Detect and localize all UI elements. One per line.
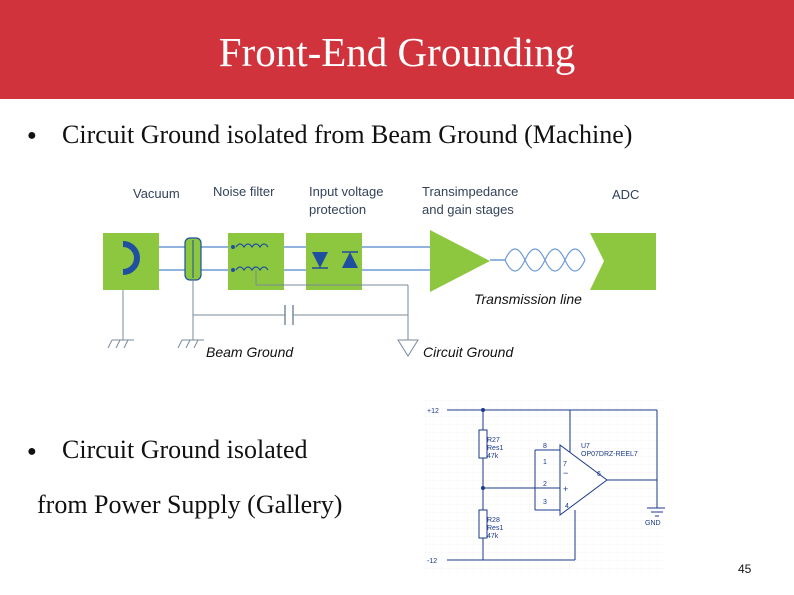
bullet-dot-2: ●	[27, 443, 37, 460]
pos-rail-label: +12	[427, 408, 439, 415]
resistor-r28-icon	[479, 510, 487, 538]
adc-block	[590, 233, 656, 290]
svg-text:+: +	[563, 484, 569, 494]
label-input-protection-1: Input voltage	[309, 184, 384, 199]
label-beam-ground: Beam Ground	[206, 344, 294, 360]
svg-text:−: −	[563, 468, 569, 478]
svg-text:3: 3	[543, 499, 547, 506]
svg-text:1: 1	[543, 459, 547, 466]
bullet-2-continuation: from Power Supply (Gallery)	[37, 490, 343, 519]
svg-text:2: 2	[543, 481, 547, 488]
svg-text:Res1: Res1	[487, 525, 504, 532]
label-vacuum: Vacuum	[133, 186, 180, 201]
svg-text:R28: R28	[487, 517, 500, 524]
page-number: 45	[738, 562, 752, 576]
label-adc: ADC	[612, 187, 640, 202]
label-transmission-line: Transmission line	[474, 291, 582, 307]
vacuum-block	[103, 233, 159, 290]
u7-ref: U7	[581, 443, 590, 450]
label-input-protection-2: protection	[309, 202, 367, 217]
label-transimpedance-2: and gain stages	[422, 202, 514, 217]
label-transimpedance-1: Transimpedance	[422, 184, 519, 199]
resistor-r27-icon	[479, 430, 487, 458]
bullet-1: Circuit Ground isolated from Beam Ground (Machine)	[62, 120, 633, 149]
beam-ground-icon-2	[178, 340, 204, 348]
svg-text:7: 7	[563, 461, 567, 468]
bullet-dot-1: ●	[27, 127, 37, 144]
bullet-2: Circuit Ground isolated	[62, 435, 308, 464]
svg-text:47k: 47k	[487, 533, 499, 540]
svg-text:4: 4	[565, 503, 569, 510]
op-amp-schematic	[425, 400, 665, 575]
label-circuit-ground: Circuit Ground	[423, 344, 514, 360]
svg-text:R27: R27	[487, 437, 500, 444]
svg-text:47k: 47k	[487, 453, 499, 460]
neg-rail-label: -12	[427, 558, 438, 565]
slide-title: Front-End Grounding	[218, 29, 576, 75]
circuit-ground-icon	[398, 340, 418, 356]
svg-text:8: 8	[543, 443, 547, 450]
transimpedance-amplifier	[430, 230, 490, 292]
u7-part: OP07DRZ-REEL7	[581, 451, 638, 458]
svg-text:6: 6	[597, 471, 601, 478]
gnd-label: GND	[645, 520, 661, 527]
svg-text:Res1: Res1	[487, 445, 504, 452]
beam-ground-icon-1	[108, 340, 134, 348]
label-noise-filter: Noise filter	[213, 184, 275, 199]
